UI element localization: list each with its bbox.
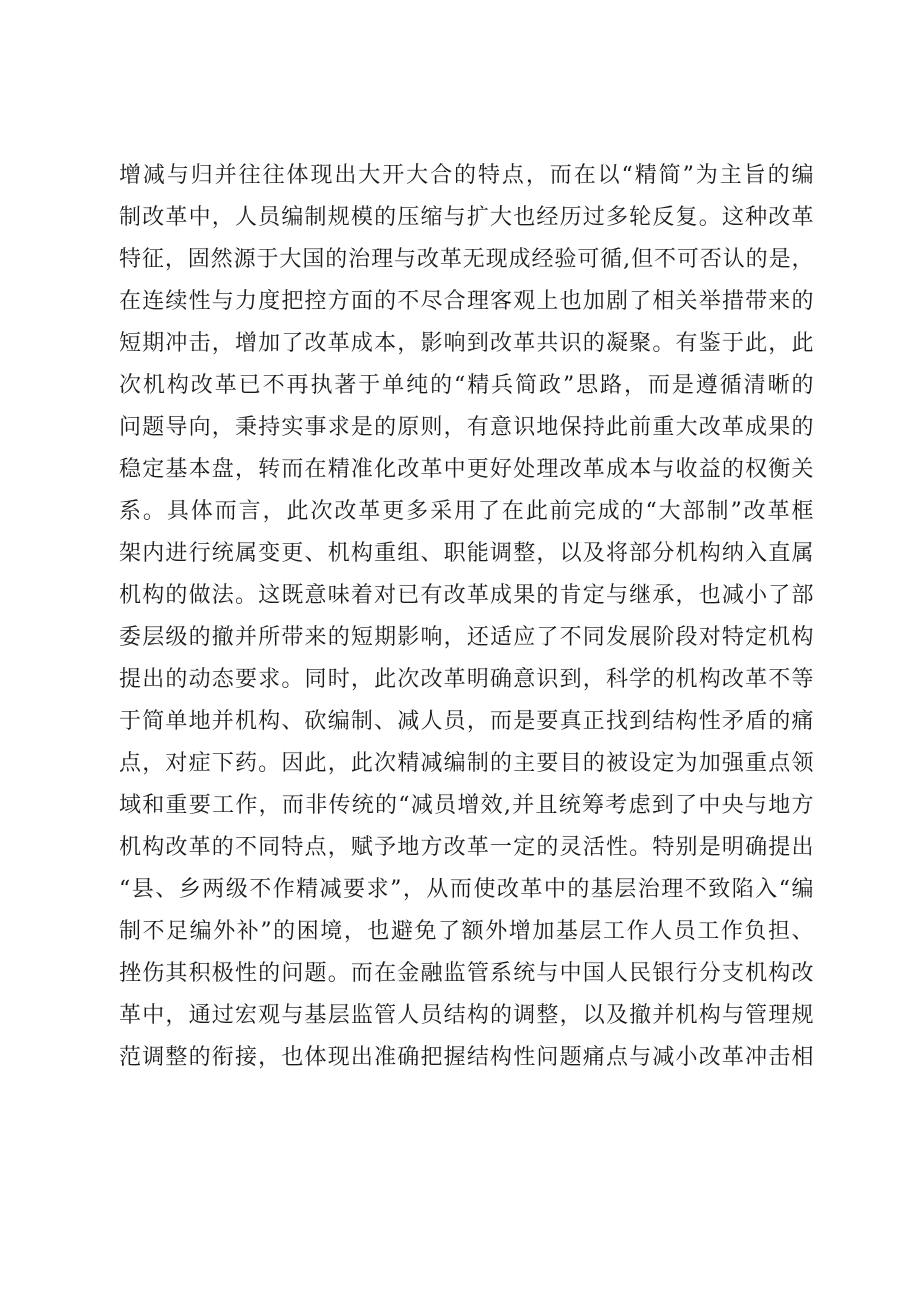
text-line: 革中，通过宏观与基层监管人员结构的调整，以及撤并机构与管理规 bbox=[119, 1003, 814, 1028]
text-line: 系。具体而言，此次改革更多采用了在此前完成的“大部制”改革框 bbox=[119, 499, 814, 524]
text-line: 问题导向，秉持实事求是的原则，有意识地保持此前重大改革成果的 bbox=[119, 415, 814, 440]
text-line: 制改革中，人员编制规模的压缩与扩大也经历过多轮反复。这种改革 bbox=[119, 205, 814, 230]
text-line: “县、乡两级不作精减要求”，从而使改革中的基层治理不致陷入“编 bbox=[119, 877, 814, 902]
text-line: 增减与归并往往体现出大开大合的特点，而在以“精简”为主旨的编 bbox=[119, 163, 814, 188]
text-line: 制不足编外补”的困境，也避免了额外增加基层工作人员工作负担、 bbox=[119, 919, 814, 944]
text-line: 提出的动态要求。同时，此次改革明确意识到，科学的机构改革不等 bbox=[119, 667, 814, 692]
text-line: 次机构改革已不再执著于单纯的“精兵简政”思路，而是遵循清晰的 bbox=[119, 373, 814, 398]
text-line: 机构改革的不同特点，赋予地方改革一定的灵活性。特别是明确提出 bbox=[119, 835, 814, 860]
text-line: 在连续性与力度把控方面的不尽合理客观上也加剧了相关举措带来的 bbox=[119, 289, 814, 314]
text-line: 委层级的撤并所带来的短期影响，还适应了不同发展阶段对特定机构 bbox=[119, 625, 814, 650]
text-line: 短期冲击，增加了改革成本，影响到改革共识的凝聚。有鉴于此，此 bbox=[119, 331, 814, 356]
text-line: 挫伤其积极性的问题。而在金融监管系统与中国人民银行分支机构改 bbox=[119, 961, 814, 986]
text-line: 点，对症下药。因此，此次精减编制的主要目的被设定为加强重点领 bbox=[119, 751, 814, 776]
text-line: 机构的做法。这既意味着对已有改革成果的肯定与继承，也减小了部 bbox=[119, 583, 814, 608]
text-line: 范调整的衔接，也体现出准确把握结构性问题痛点与减小改革冲击相 bbox=[119, 1045, 814, 1070]
body-paragraph bbox=[119, 155, 814, 1079]
text-line: 架内进行统属变更、机构重组、职能调整，以及将部分机构纳入直属 bbox=[119, 541, 814, 566]
text-line: 稳定基本盘，转而在精准化改革中更好处理改革成本与收益的权衡关 bbox=[119, 457, 814, 482]
text-line: 域和重要工作，而非传统的“减员增效,并且统筹考虑到了中央与地方 bbox=[119, 793, 814, 818]
text-line: 特征，固然源于大国的治理与改革无现成经验可循,但不可否认的是， bbox=[119, 247, 814, 272]
text-line: 于简单地并机构、砍编制、减人员，而是要真正找到结构性矛盾的痛 bbox=[119, 709, 814, 734]
